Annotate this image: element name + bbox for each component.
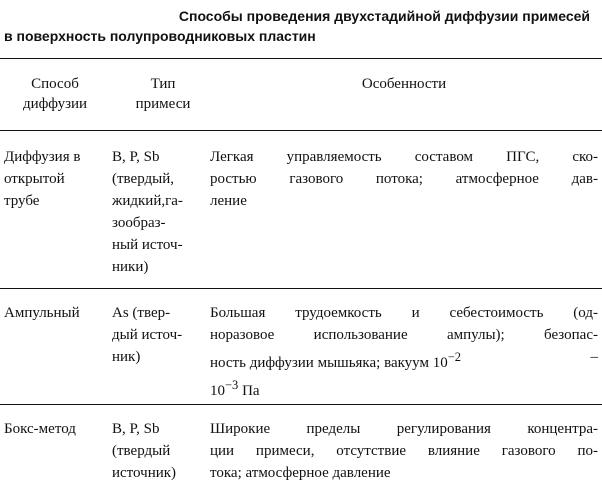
row-3-features: Широкие пределы регулирования концентра- ции примеси, отсутствие влияние газового по- тока; атмосферное давление — [210, 421, 598, 481]
vacuum-exponent-1: −2 — [447, 350, 462, 364]
header-features: Особенности — [361, 76, 447, 92]
vacuum-dash: – — [590, 349, 598, 365]
vacuum-exponent-2: −3 — [225, 378, 239, 392]
row-1-features: Легкая управляемость составом ПГС, ско- ростью газового потока; атмосферное дав- ление — [210, 149, 598, 209]
table-caption — [4, 6, 598, 46]
row-1-rule — [0, 288, 602, 289]
header-rule — [0, 130, 602, 131]
caption-line-1: Способы проведения двухстадийной диффузии примесей — [178, 8, 590, 24]
caption-line-2: в поверхность полупроводниковых пластин — [4, 28, 316, 44]
table-top-rule — [0, 58, 602, 59]
row-2-features: Большая трудоемкость и себестоимость (од- норазовое использование ампулы); безопас- ность диффузии мышьяка; вакуум $10^{-2}$ – $10^{-3}$ Па — [210, 305, 598, 399]
header-method: Способ диффузии — [22, 76, 88, 112]
row-3-impurity: B, P, Sb (твердый источник) — [112, 421, 177, 481]
header-impurity: Тип примеси — [135, 76, 191, 112]
row-2-impurity: As (твер- дый источ- ник) — [112, 305, 183, 365]
row-1-impurity: B, P, Sb (твердый, жидкий,га- зообраз- ный источ- ники) — [112, 149, 183, 275]
row-2-rule — [0, 404, 602, 405]
row-1-method: Диффузия в открытой трубе — [4, 149, 81, 209]
row-3-method: Бокс-метод — [4, 421, 76, 437]
row-2-method: Ампульный — [4, 305, 80, 321]
